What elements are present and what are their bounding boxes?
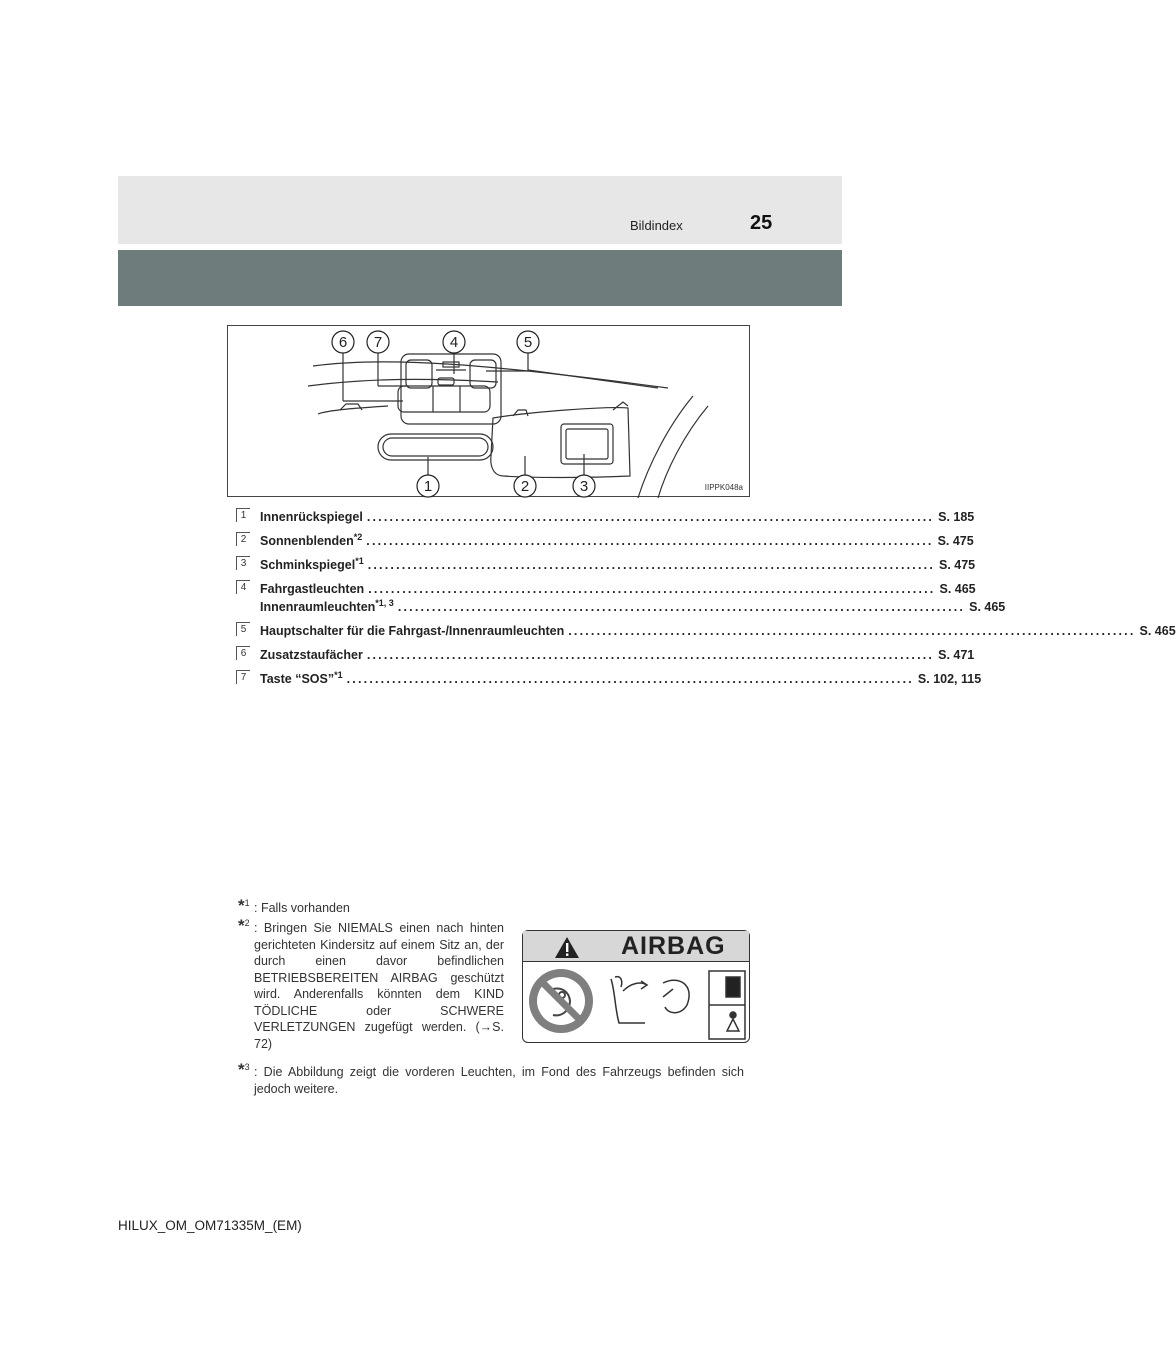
page-number: 25	[750, 212, 773, 234]
callout-label-5: 5	[523, 334, 533, 351]
callout-label-2: 2	[520, 478, 530, 495]
entry-label: Innenrückspiegel	[260, 510, 363, 524]
entry-page-ref[interactable]: S. 475	[939, 558, 976, 572]
airbag-warning-label	[522, 930, 750, 1043]
entry-page-ref[interactable]: S. 465	[1139, 624, 1176, 638]
callout-label-6: 6	[338, 334, 348, 351]
callout-label-1: 1	[423, 478, 433, 495]
index-entry	[236, 555, 976, 576]
footnote-text: : Die Abbildung zeigt die vorderen Leuchten, im Fond des Fahrzeugs befinden sich jedoch weitere.	[254, 1065, 744, 1096]
dot-leader: ....................................................................................................	[368, 582, 936, 596]
index-entry	[236, 580, 976, 600]
entry-number: 1	[236, 508, 250, 522]
owners-manual-icon	[709, 971, 745, 1039]
dot-leader: ....................................................................................................	[568, 624, 1136, 638]
footnote-2	[238, 918, 506, 1058]
entry-number: 2	[236, 532, 250, 546]
entry-page-ref[interactable]: S. 471	[938, 648, 975, 662]
dot-leader: ....................................................................................................	[366, 534, 934, 548]
footnote-1	[238, 898, 750, 918]
dot-leader: ....................................................................................................	[367, 558, 935, 572]
dot-leader: ....................................................................................................	[397, 600, 966, 614]
entry-label: Schminkspiegel	[260, 558, 356, 572]
entry-page-ref[interactable]: S. 475	[937, 534, 974, 548]
footnote-text: : Falls vorhanden	[254, 901, 350, 915]
airbag-label-title: AIRBAG	[621, 932, 726, 960]
index-entry	[236, 508, 975, 528]
index-entry	[236, 646, 975, 666]
footnote-mark: *$^2$	[238, 916, 250, 936]
entry-number: 5	[236, 622, 250, 636]
entry-footnote-ref: *2	[353, 531, 363, 542]
entry-label: Sonnenblenden	[260, 534, 354, 548]
entry-page-ref[interactable]: S. 465	[969, 600, 1006, 614]
callout-label-3: 3	[579, 478, 589, 495]
illustration-code: IIPPK048a	[704, 483, 743, 492]
footnote-mark: *$^3$	[238, 1060, 250, 1080]
index-entry	[236, 531, 974, 552]
entry-label: Fahrgastleuchten	[260, 582, 365, 596]
entry-number: 3	[236, 556, 250, 570]
footnote-mark: *$^1$	[238, 896, 250, 916]
dot-leader: ....................................................................................................	[366, 648, 935, 662]
entry-page-ref[interactable]: S. 102, 115	[917, 672, 982, 686]
entry-number: 4	[236, 580, 250, 594]
callout-label-7: 7	[373, 334, 383, 351]
callout-label-4: 4	[449, 334, 459, 351]
footnote-text: : Bringen Sie NIEMALS einen nach hinten gerichteten Kindersitz auf einem Sitz an, der durch einen davor befindlichen BETRIEBSBEREITEN AIRBAG geschützt wird. Anderenfalls könnten dem KIND TÖDLICHE oder SCHWERE VERLETZUNGEN zugefügt werden. (→S. 72)	[254, 921, 504, 1051]
section-band	[118, 250, 842, 306]
entry-footnote-ref: *1	[355, 555, 364, 566]
entry-footnote-ref: *1, 3	[375, 597, 394, 608]
entry-number: 7	[236, 670, 250, 684]
entry-label: Hauptschalter für die Fahrgast-/Innenraumleuchten	[260, 624, 565, 638]
dot-leader: ....................................................................................................	[366, 510, 935, 524]
index-entry	[236, 597, 1006, 618]
entry-footnote-ref: *1	[334, 669, 343, 680]
entry-page-ref[interactable]: S. 185	[938, 510, 975, 524]
entry-label: Zusatzstaufächer	[260, 648, 363, 662]
entry-number: 6	[236, 646, 250, 660]
index-entry	[236, 622, 1176, 642]
index-entry	[236, 669, 982, 690]
header-band	[118, 176, 842, 244]
interior-illustration	[227, 325, 750, 497]
section-title: Bildindex	[630, 218, 683, 233]
entry-page-ref[interactable]: S. 465	[939, 582, 976, 596]
interior-drawing	[228, 326, 751, 498]
dot-leader: ....................................................................................................	[346, 672, 914, 686]
footnote-3	[238, 1062, 750, 1102]
seat-airbag-icon	[611, 977, 689, 1023]
entry-label: Innenraumleuchten	[260, 600, 376, 614]
entry-label: Taste “SOS”	[260, 672, 335, 686]
document-code: HILUX_OM_OM71335M_(EM)	[118, 1218, 302, 1233]
